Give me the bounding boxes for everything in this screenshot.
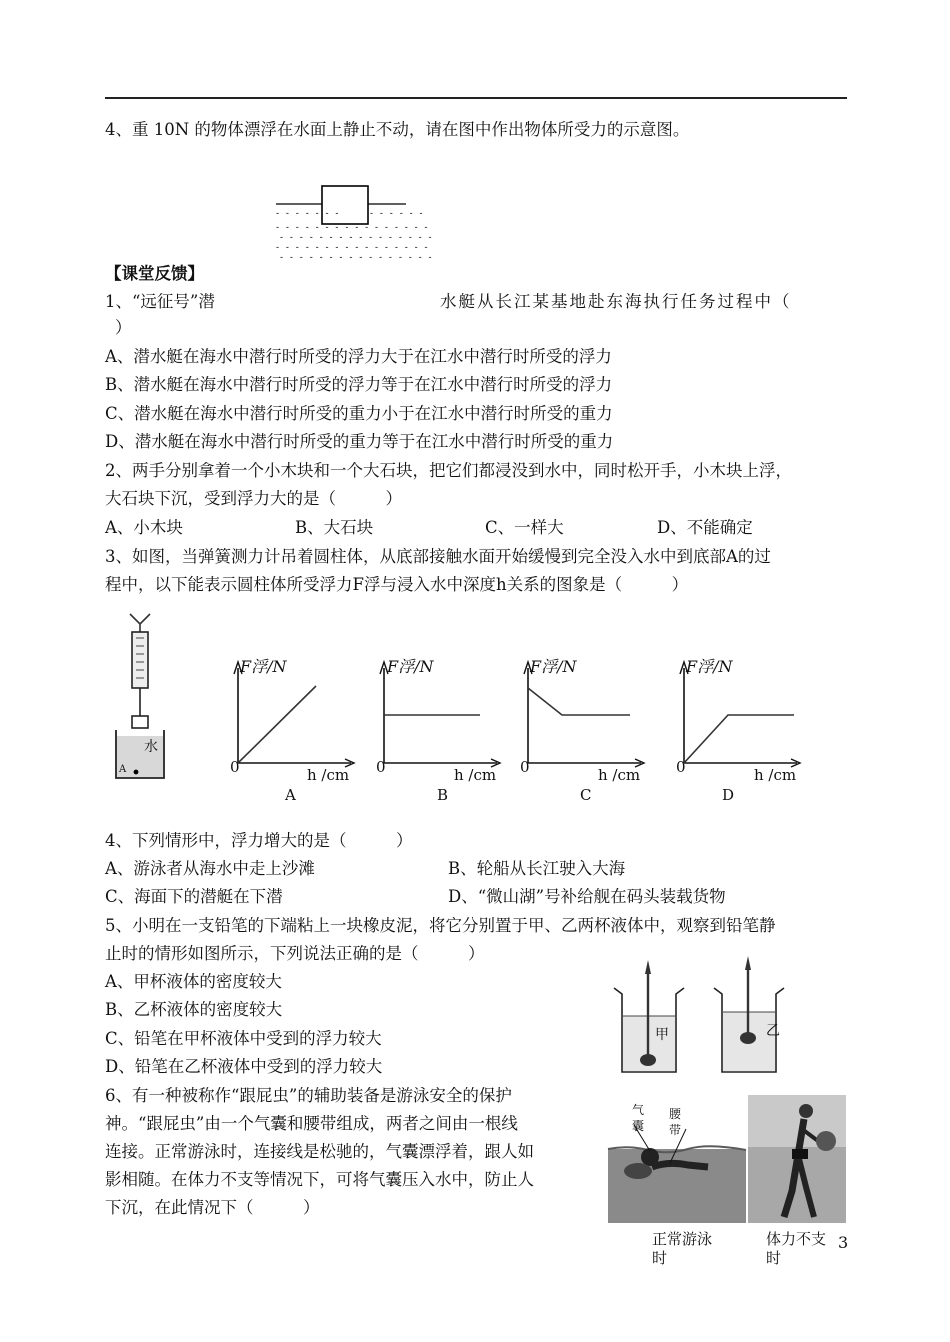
svg-text:- - - - - -: - - - - - -: [370, 209, 425, 219]
q4b-option-b: B、轮船从长江驶入大海: [448, 859, 626, 878]
q5-option-b: B、乙杯液体的密度较大: [105, 1000, 283, 1019]
graph-a-origin: 0: [230, 758, 240, 776]
graph-d-ylabel: F浮/N: [686, 657, 733, 676]
q2-option-c: C、一样大: [485, 518, 564, 537]
beakers-figure: [608, 960, 818, 1078]
q6-line1: 6、有一种被称作“跟屁虫”的辅助装备是游泳安全的保护: [105, 1086, 512, 1105]
q1-stem-start: 1、“远征号”潜: [105, 292, 215, 311]
caption-normal-1: 正常游泳: [652, 1230, 713, 1248]
svg-text:- - - - - - - - - - - - - - -: - - - - - - - - - - - - - - - -: [280, 233, 434, 243]
q2-option-a: A、小木块: [105, 518, 183, 537]
floating-block-figure: [270, 182, 434, 270]
q1-option-c: C、潜水艇在海水中潜行时所受的重力小于在江水中潜行时所受的重力: [105, 404, 613, 423]
q4-intro: 4、重 10N 的物体漂浮在水面上静止不动，请在图中作出物体所受力的示意图。: [105, 120, 690, 139]
graph-b-ylabel: F浮/N: [387, 657, 434, 676]
q6-line2: 神。“跟屁虫”由一个气囊和腰带组成，两者之间由一根线: [105, 1114, 518, 1133]
q5-line1: 5、小明在一支铅笔的下端粘上一块橡皮泥，将它分别置于甲、乙两杯液体中，观察到铅笔静: [105, 916, 776, 935]
graph-a-xlabel: h /cm: [307, 766, 350, 784]
graph-d-letter: D: [722, 786, 735, 804]
graph-d-origin: 0: [676, 758, 686, 776]
q4b-option-d: D、“微山湖”号补给舰在码头装载货物: [448, 887, 726, 906]
graph-c-xlabel: h /cm: [598, 766, 641, 784]
q6-line5: 下沉，在此情况下（ ）: [105, 1198, 320, 1217]
q4b-option-a: A、游泳者从海水中走上沙滩: [105, 859, 315, 878]
q2-line1: 2、两手分别拿着一个小木块和一个大石块，把它们都浸没到水中，同时松开手，小木块上浮，: [105, 461, 792, 480]
q1-option-b: B、潜水艇在海水中潜行时所受的浮力等于在江水中潜行时所受的浮力: [105, 375, 613, 394]
q4b-option-c: C、海面下的潜艇在下潜: [105, 887, 283, 906]
section-title: 【课堂反馈】: [105, 264, 204, 283]
q5-option-a: A、甲杯液体的密度较大: [105, 972, 282, 991]
label-yi: 乙: [766, 1023, 780, 1039]
graph-b-xlabel: h /cm: [454, 766, 497, 784]
spring-balance-figure: [110, 612, 170, 782]
q2-option-b: B、大石块: [295, 518, 374, 537]
q3-line1: 3、如图，当弹簧测力计吊着圆柱体，从底部接触水面开始缓慢到完全没入水中到底部A的过: [105, 547, 771, 566]
q6-line3: 连接。正常游泳时，连接线是松驰的，气囊漂浮着，跟人如: [105, 1142, 534, 1161]
q1-option-d: D、潜水艇在海水中潜行时所受的重力等于在江水中潜行时所受的重力: [105, 432, 614, 451]
q3-water-label: 水: [144, 739, 158, 755]
q3-line2: 程中，以下能表示圆柱体所受浮力F浮与浸入水中深度h关系的图象是（ ）: [105, 575, 689, 594]
q2-line2: 大石块下沉，受到浮力大的是（ ）: [105, 489, 402, 508]
q5-option-d: D、铅笔在乙杯液体中受到的浮力较大: [105, 1057, 383, 1076]
swimmer-tired-photo: [748, 1095, 846, 1223]
label-jia: 甲: [655, 1027, 669, 1043]
q3-point-label: A: [119, 764, 127, 775]
graph-c-letter: C: [580, 786, 592, 804]
label-yao: 腰: [669, 1107, 682, 1121]
q5-line2: 止时的情形如图所示，下列说法正确的是（ ）: [105, 944, 485, 963]
caption-tired-1: 体力不支: [766, 1230, 827, 1248]
graph-b-letter: B: [437, 786, 449, 804]
graph-a-ylabel: F浮/N: [240, 657, 287, 676]
graph-b-origin: 0: [376, 758, 386, 776]
q6-line4: 影相随。在体力不支等情况下，可将气囊压入水中，防止人: [105, 1170, 534, 1189]
svg-text:- - - - - - -: - - - - - - -: [276, 209, 341, 219]
svg-text:- - - - - - - - - - - - - - -: - - - - - - - - - - - - - - - -: [280, 253, 434, 263]
q2-option-d: D、不能确定: [657, 518, 753, 537]
q1-option-a: A、潜水艇在海水中潜行时所受的浮力大于在江水中潜行时所受的浮力: [105, 347, 612, 366]
graph-c-ylabel: F浮/N: [530, 657, 577, 676]
page-number: 3: [838, 1233, 849, 1252]
graph-c-origin: 0: [520, 758, 530, 776]
header-rule: [105, 97, 847, 99]
caption-tired-2: 时: [766, 1249, 782, 1267]
label-dai: 带: [669, 1123, 682, 1137]
svg-text:- - - - - - - - - - - - - - -: - - - - - - - - - - - - - - - -: [276, 223, 430, 233]
svg-text:- - - - - - - - - - - - - - -: - - - - - - - - - - - - - - - -: [276, 243, 430, 253]
caption-normal-2: 时: [652, 1249, 668, 1267]
q5-option-c: C、铅笔在甲杯液体中受到的浮力较大: [105, 1029, 382, 1048]
q1-stem-paren: ）: [115, 318, 132, 337]
q4b-stem: 4、下列情形中，浮力增大的是（ ）: [105, 831, 413, 850]
graph-d-xlabel: h /cm: [754, 766, 797, 784]
q1-stem-end: 水艇从长江某基地赴东海执行任务过程中（: [440, 292, 792, 311]
graph-a-letter: A: [285, 786, 296, 804]
label-nang: 囊: [632, 1119, 645, 1133]
label-qi: 气: [632, 1103, 645, 1117]
